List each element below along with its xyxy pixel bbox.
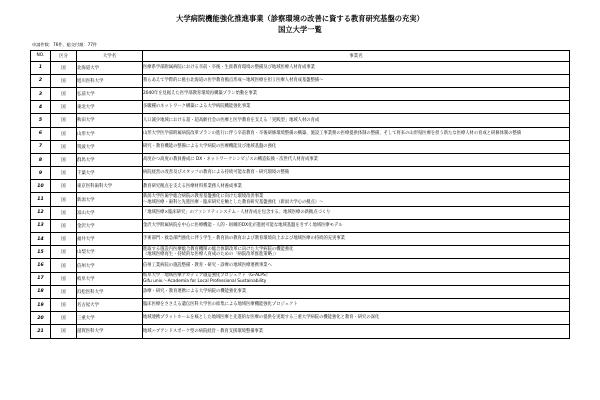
cell-kubun: 国	[51, 259, 77, 272]
cell-university: 岐阜大学	[77, 272, 143, 285]
cell-jigyo: 地域ハブアンドスポーク型の病院経営・教育支援環境整備事業	[143, 325, 570, 338]
cell-kubun: 国	[51, 285, 77, 298]
cell-kubun: 国	[51, 193, 77, 206]
cell-university: 金沢大学	[77, 219, 143, 232]
table-row	[31, 246, 570, 259]
cell-jigyo: 「地域医療×臨床研究」のファシリティシステム・人材育成を包含する、地域医療の新拠点づくり	[143, 206, 570, 219]
cell-no: 13	[31, 219, 51, 232]
cell-jigyo: 岐阜大学「地域医療アカデミア創造強化プロジェクト（G-ALPS） Gifu univ.～Academia for Local Professional Sustainability	[143, 272, 570, 285]
cell-kubun: 国	[51, 246, 77, 259]
cell-jigyo: 新潟大学医歯学総合病院の教育基盤強化に向けた環境改善事業 ～地域医療・歯科と先進医療・臨床研究を軸とした教育研究基盤強化（新潟大学心の拠点）～	[143, 193, 570, 206]
table-row	[31, 259, 570, 272]
cell-university: 浜松医科大学	[77, 285, 143, 298]
cell-kubun: 国	[51, 167, 77, 180]
table-row	[31, 285, 570, 298]
cell-no: 16	[31, 259, 51, 272]
table-row	[31, 140, 570, 153]
cell-kubun: 国	[51, 312, 77, 325]
table-header-row	[31, 50, 570, 61]
cell-university: 名古屋大学	[77, 298, 143, 311]
table-row	[31, 87, 570, 100]
cell-kubun: 国	[51, 140, 77, 153]
table-row	[31, 180, 570, 193]
cell-kubun: 国	[51, 87, 77, 100]
cell-university: 群馬大学	[77, 153, 143, 166]
cell-no: 9	[31, 167, 51, 180]
cell-jigyo: 臨床医療をささえる遺伝医科大学医の結集による地域医療機能強化プロジェクト	[143, 298, 570, 311]
cell-no: 14	[31, 233, 51, 246]
cell-no: 18	[31, 285, 51, 298]
cell-jigyo: 地域連携プラットホームを核とした地域医療と先進的な医療の提供を実現する三重大学病院の機能強化と教育・研究の深化	[143, 312, 570, 325]
cell-no: 10	[31, 180, 51, 193]
cell-jigyo: 研究・教育機能の整備による大学病院の医療機能及び地域基盤の強化	[143, 140, 570, 153]
cell-jigyo: 我らあえて学際的に挑む北海道の医学教育拠点形成～地域医療を担う医療人材育成基盤整備～	[143, 74, 570, 87]
cell-no: 4	[31, 101, 51, 114]
cell-university: 山形大学	[77, 127, 143, 140]
cell-jigyo: 高度かつ高度の教員養成に DX・ネットワークシンビジスの構造転換・次世代人材育成事業	[143, 153, 570, 166]
cell-jigyo: 教育研究拠点を支える医療材料系業務人材養成事業	[143, 180, 570, 193]
table-row	[31, 127, 570, 140]
cell-university: 秋田大学	[77, 114, 143, 127]
application-summary-text: 申請件数：76件、総交付額：77件	[32, 41, 98, 47]
cell-no: 6	[31, 127, 51, 140]
cell-jigyo: 病院経営の改善及びスタッフの教育による持続可能な教育・研究環境の整備	[143, 167, 570, 180]
cell-university: 東京医科歯科大学	[77, 180, 143, 193]
cell-kubun: 国	[51, 61, 77, 74]
cell-university: 筑波大学	[77, 140, 143, 153]
cell-no: 7	[31, 140, 51, 153]
cell-kubun: 国	[51, 219, 77, 232]
cell-kubun: 国	[51, 180, 77, 193]
cell-university: 東北大学	[77, 101, 143, 114]
cell-kubun: 国	[51, 206, 77, 219]
university-list-table	[30, 50, 570, 339]
cell-jigyo: 人口減少地域における超・超高齢社会の医療と医学教育を支える「実践型」地域人材の育成	[143, 114, 570, 127]
cell-no: 20	[31, 312, 51, 325]
cell-university: 福井大学	[77, 233, 143, 246]
cell-jigyo: 山形大学医学部附属病院改革プランの進行に伴う卒前教育・卒後研修環境整備の構築、施設工事業務の医療提供体制の整備、そして将来の山形県医療を担う新たな医療人材の育成と研修体制の整備	[143, 127, 570, 140]
table-header	[31, 50, 570, 61]
cell-university: 新潟大学	[77, 193, 143, 206]
cell-university: 滋賀医科大学	[77, 325, 143, 338]
cell-kubun: 国	[51, 114, 77, 127]
table-row	[31, 61, 570, 74]
cell-jigyo: 多職種のネットワーク構築による大学病院機能強化事業	[143, 101, 570, 114]
table-row	[31, 312, 570, 325]
cell-jigyo: 医療系学部附属病院における卒前・卒後・生涯教育環境の整備及び地域医療人材育成事業	[143, 61, 570, 74]
cell-kubun: 国	[51, 153, 77, 166]
cell-university: 信州大学	[77, 259, 143, 272]
cell-no: 3	[31, 87, 51, 100]
table-body	[31, 61, 570, 338]
cell-jigyo: 2040年を見据えた医学部教育環境再構築プラン始動を事業	[143, 87, 570, 100]
table-row	[31, 167, 570, 180]
cell-no: 11	[31, 193, 51, 206]
cell-jigyo: 金沢大学附属病院を中心に医療機能・人的・組織的DX化が進展可能な地域基盤をきずく地域医療モデル	[143, 219, 570, 232]
table-row	[31, 114, 570, 127]
cell-jigyo: 信州工業病院の施設整備・教育・研究・診療の地域医療連携事業へ	[143, 259, 570, 272]
cell-no: 17	[31, 272, 51, 285]
table-row	[31, 101, 570, 114]
cell-no: 19	[31, 298, 51, 311]
cell-kubun: 国	[51, 233, 77, 246]
cell-kubun: 国	[51, 272, 77, 285]
cell-no: 21	[31, 325, 51, 338]
table-row	[31, 325, 570, 338]
cell-university: 北海道大学	[77, 61, 143, 74]
cell-no: 15	[31, 246, 51, 259]
table-row	[31, 206, 570, 219]
cell-no: 1	[31, 61, 51, 74]
cell-kubun: 国	[51, 127, 77, 140]
table-row	[31, 74, 570, 87]
document-title-block	[30, 14, 570, 36]
cell-kubun: 国	[51, 298, 77, 311]
column-header-no: NO.	[31, 50, 51, 61]
table-row	[31, 233, 570, 246]
page-title-line-2: 国立大学一覧	[278, 24, 322, 34]
cell-no: 2	[31, 74, 51, 87]
cell-kubun: 国	[51, 74, 77, 87]
table-row	[31, 193, 570, 206]
cell-jigyo: 進取する施設内医療総合教育機関の総合体制改革に向けた大学病院の機能強化 （地域医療再生・持続的な医療人育成のための「病院改革推進策略」）	[143, 246, 570, 259]
table-row	[31, 153, 570, 166]
cell-university: 弘前大学	[77, 87, 143, 100]
cell-jigyo: 手術部門・救急部門強化に伴う学生・教育員の教育および教育環境向上および地域医療の持続的充実事業	[143, 233, 570, 246]
column-header-university: 大学名	[77, 50, 143, 61]
cell-no: 12	[31, 206, 51, 219]
table-row	[31, 219, 570, 232]
cell-jigyo: 診療・研究・教育連携による大学病院の機能強化事業	[143, 285, 570, 298]
table-row	[31, 272, 570, 285]
column-header-kubun: 区分	[51, 50, 77, 61]
cell-university: 富山大学	[77, 206, 143, 219]
page-title-line-1: 大学病院機能強化推進事業（診察環境の改善に資する教育研究基盤の充実）	[176, 14, 424, 23]
cell-no: 5	[31, 114, 51, 127]
cell-no: 8	[31, 153, 51, 166]
column-header-jigyo: 事業名	[143, 50, 570, 61]
cell-kubun: 国	[51, 325, 77, 338]
cell-university: 山梨大学	[77, 246, 143, 259]
cell-university: 旭川医科大学	[77, 74, 143, 87]
cell-university: 三重大学	[77, 312, 143, 325]
cell-kubun: 国	[51, 101, 77, 114]
table-row	[31, 298, 570, 311]
cell-university: 千葉大学	[77, 167, 143, 180]
